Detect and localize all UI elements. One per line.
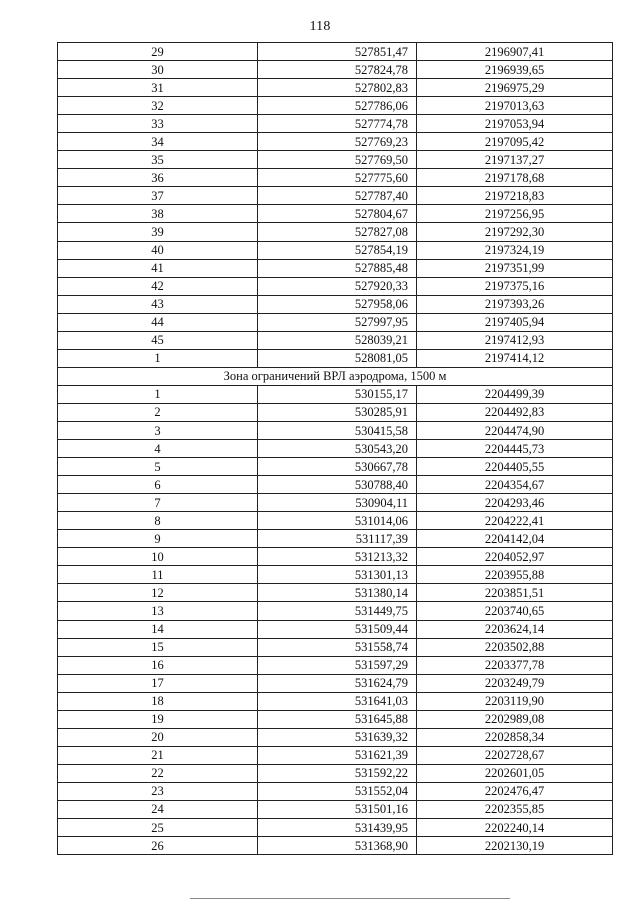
point-number-cell: 8 xyxy=(58,512,258,530)
point-number-cell: 20 xyxy=(58,728,258,746)
point-number-cell: 19 xyxy=(58,710,258,728)
table-row xyxy=(58,620,613,638)
x-coordinate-cell: 531621,39 xyxy=(258,746,417,764)
y-coordinate-cell: 2197013,63 xyxy=(417,97,613,115)
x-coordinate-cell: 530415,58 xyxy=(258,421,417,439)
table-row xyxy=(58,331,613,349)
scan-edge-line xyxy=(190,898,510,899)
y-coordinate-cell: 2196907,41 xyxy=(417,43,613,61)
point-number-cell: 1 xyxy=(58,385,258,403)
x-coordinate-cell: 530285,91 xyxy=(258,403,417,421)
point-number-cell: 25 xyxy=(58,819,258,837)
x-coordinate-cell: 527775,60 xyxy=(258,169,417,187)
point-number-cell: 41 xyxy=(58,259,258,277)
table-row xyxy=(58,79,613,97)
y-coordinate-cell: 2197178,68 xyxy=(417,169,613,187)
coordinates-table-body xyxy=(58,43,613,855)
x-coordinate-cell: 531597,29 xyxy=(258,656,417,674)
point-number-cell: 10 xyxy=(58,548,258,566)
x-coordinate-cell: 527774,78 xyxy=(258,115,417,133)
x-coordinate-cell: 528039,21 xyxy=(258,331,417,349)
table-row xyxy=(58,584,613,602)
x-coordinate-cell: 531552,04 xyxy=(258,782,417,800)
point-number-cell: 44 xyxy=(58,313,258,331)
x-coordinate-cell: 531641,03 xyxy=(258,692,417,710)
table-row xyxy=(58,440,613,458)
table-row xyxy=(58,223,613,241)
point-number-cell: 37 xyxy=(58,187,258,205)
y-coordinate-cell: 2204499,39 xyxy=(417,385,613,403)
point-number-cell: 7 xyxy=(58,494,258,512)
table-row xyxy=(58,313,613,331)
point-number-cell: 23 xyxy=(58,782,258,800)
point-number-cell: 34 xyxy=(58,133,258,151)
y-coordinate-cell: 2204445,73 xyxy=(417,440,613,458)
point-number-cell: 43 xyxy=(58,295,258,313)
x-coordinate-cell: 531624,79 xyxy=(258,674,417,692)
point-number-cell: 38 xyxy=(58,205,258,223)
table-row xyxy=(58,205,613,223)
point-number-cell: 42 xyxy=(58,277,258,295)
point-number-cell: 32 xyxy=(58,97,258,115)
x-coordinate-cell: 531509,44 xyxy=(258,620,417,638)
table-row xyxy=(58,169,613,187)
y-coordinate-cell: 2197053,94 xyxy=(417,115,613,133)
point-number-cell: 45 xyxy=(58,331,258,349)
point-number-cell: 29 xyxy=(58,43,258,61)
table-row xyxy=(58,151,613,169)
y-coordinate-cell: 2203377,78 xyxy=(417,656,613,674)
table-row xyxy=(58,782,613,800)
x-coordinate-cell: 527804,67 xyxy=(258,205,417,223)
table-row xyxy=(58,602,613,620)
y-coordinate-cell: 2197412,93 xyxy=(417,331,613,349)
table-row xyxy=(58,385,613,403)
point-number-cell: 9 xyxy=(58,530,258,548)
point-number-cell: 22 xyxy=(58,764,258,782)
x-coordinate-cell: 527827,08 xyxy=(258,223,417,241)
x-coordinate-cell: 531449,75 xyxy=(258,602,417,620)
table-row xyxy=(58,259,613,277)
y-coordinate-cell: 2203502,88 xyxy=(417,638,613,656)
point-number-cell: 6 xyxy=(58,476,258,494)
point-number-cell: 17 xyxy=(58,674,258,692)
table-row xyxy=(58,837,613,855)
table-row xyxy=(58,692,613,710)
y-coordinate-cell: 2204222,41 xyxy=(417,512,613,530)
y-coordinate-cell: 2204492,83 xyxy=(417,403,613,421)
table-row xyxy=(58,241,613,259)
point-number-cell: 18 xyxy=(58,692,258,710)
x-coordinate-cell: 531501,16 xyxy=(258,800,417,818)
y-coordinate-cell: 2197095,42 xyxy=(417,133,613,151)
x-coordinate-cell: 527786,06 xyxy=(258,97,417,115)
point-number-cell: 5 xyxy=(58,458,258,476)
y-coordinate-cell: 2202355,85 xyxy=(417,800,613,818)
x-coordinate-cell: 531558,74 xyxy=(258,638,417,656)
table-row xyxy=(58,421,613,439)
point-number-cell: 21 xyxy=(58,746,258,764)
table-row xyxy=(58,43,613,61)
point-number-cell: 35 xyxy=(58,151,258,169)
table-row xyxy=(58,728,613,746)
table-row xyxy=(58,548,613,566)
table-row xyxy=(58,764,613,782)
y-coordinate-cell: 2203119,90 xyxy=(417,692,613,710)
x-coordinate-cell: 531592,22 xyxy=(258,764,417,782)
table-row xyxy=(58,566,613,584)
table-row xyxy=(58,295,613,313)
point-number-cell: 1 xyxy=(58,349,258,367)
y-coordinate-cell: 2197218,83 xyxy=(417,187,613,205)
y-coordinate-cell: 2202476,47 xyxy=(417,782,613,800)
y-coordinate-cell: 2197393,26 xyxy=(417,295,613,313)
y-coordinate-cell: 2203740,65 xyxy=(417,602,613,620)
point-number-cell: 13 xyxy=(58,602,258,620)
y-coordinate-cell: 2204474,90 xyxy=(417,421,613,439)
x-coordinate-cell: 527997,95 xyxy=(258,313,417,331)
x-coordinate-cell: 531301,13 xyxy=(258,566,417,584)
point-number-cell: 40 xyxy=(58,241,258,259)
table-row xyxy=(58,349,613,367)
x-coordinate-cell: 531639,32 xyxy=(258,728,417,746)
y-coordinate-cell: 2203955,88 xyxy=(417,566,613,584)
table-row xyxy=(58,674,613,692)
point-number-cell: 30 xyxy=(58,61,258,79)
x-coordinate-cell: 531368,90 xyxy=(258,837,417,855)
table-row xyxy=(58,115,613,133)
page-number: 118 xyxy=(309,19,331,34)
y-coordinate-cell: 2197405,94 xyxy=(417,313,613,331)
point-number-cell: 36 xyxy=(58,169,258,187)
y-coordinate-cell: 2202989,08 xyxy=(417,710,613,728)
y-coordinate-cell: 2204354,67 xyxy=(417,476,613,494)
y-coordinate-cell: 2203624,14 xyxy=(417,620,613,638)
point-number-cell: 26 xyxy=(58,837,258,855)
point-number-cell: 11 xyxy=(58,566,258,584)
x-coordinate-cell: 531439,95 xyxy=(258,819,417,837)
table-row xyxy=(58,277,613,295)
table-row xyxy=(58,656,613,674)
x-coordinate-cell: 527787,40 xyxy=(258,187,417,205)
y-coordinate-cell: 2197137,27 xyxy=(417,151,613,169)
x-coordinate-cell: 531645,88 xyxy=(258,710,417,728)
x-coordinate-cell: 527802,83 xyxy=(258,79,417,97)
point-number-cell: 24 xyxy=(58,800,258,818)
table-row xyxy=(58,530,613,548)
x-coordinate-cell: 527885,48 xyxy=(258,259,417,277)
table-row xyxy=(58,187,613,205)
y-coordinate-cell: 2202130,19 xyxy=(417,837,613,855)
x-coordinate-cell: 531213,32 xyxy=(258,548,417,566)
point-number-cell: 14 xyxy=(58,620,258,638)
point-number-cell: 16 xyxy=(58,656,258,674)
x-coordinate-cell: 528081,05 xyxy=(258,349,417,367)
table-row xyxy=(58,61,613,79)
x-coordinate-cell: 527958,06 xyxy=(258,295,417,313)
x-coordinate-cell: 527854,19 xyxy=(258,241,417,259)
x-coordinate-cell: 527920,33 xyxy=(258,277,417,295)
x-coordinate-cell: 531380,14 xyxy=(258,584,417,602)
y-coordinate-cell: 2197375,16 xyxy=(417,277,613,295)
y-coordinate-cell: 2204142,04 xyxy=(417,530,613,548)
x-coordinate-cell: 527769,23 xyxy=(258,133,417,151)
x-coordinate-cell: 530904,11 xyxy=(258,494,417,512)
x-coordinate-cell: 530667,78 xyxy=(258,458,417,476)
table-row xyxy=(58,512,613,530)
x-coordinate-cell: 530543,20 xyxy=(258,440,417,458)
y-coordinate-cell: 2197292,30 xyxy=(417,223,613,241)
point-number-cell: 4 xyxy=(58,440,258,458)
y-coordinate-cell: 2204052,97 xyxy=(417,548,613,566)
table-row xyxy=(58,133,613,151)
point-number-cell: 3 xyxy=(58,421,258,439)
y-coordinate-cell: 2202240,14 xyxy=(417,819,613,837)
table-row xyxy=(58,800,613,818)
point-number-cell: 39 xyxy=(58,223,258,241)
y-coordinate-cell: 2202601,05 xyxy=(417,764,613,782)
y-coordinate-cell: 2202728,67 xyxy=(417,746,613,764)
table-row xyxy=(58,638,613,656)
table-row xyxy=(58,710,613,728)
y-coordinate-cell: 2196975,29 xyxy=(417,79,613,97)
point-number-cell: 33 xyxy=(58,115,258,133)
point-number-cell: 2 xyxy=(58,403,258,421)
y-coordinate-cell: 2204405,55 xyxy=(417,458,613,476)
y-coordinate-cell: 2197351,99 xyxy=(417,259,613,277)
y-coordinate-cell: 2196939,65 xyxy=(417,61,613,79)
x-coordinate-cell: 531117,39 xyxy=(258,530,417,548)
table-row xyxy=(58,458,613,476)
table-row xyxy=(58,97,613,115)
x-coordinate-cell: 527769,50 xyxy=(258,151,417,169)
y-coordinate-cell: 2197414,12 xyxy=(417,349,613,367)
point-number-cell: 31 xyxy=(58,79,258,97)
x-coordinate-cell: 530155,17 xyxy=(258,385,417,403)
table-row xyxy=(58,494,613,512)
y-coordinate-cell: 2203249,79 xyxy=(417,674,613,692)
table-row xyxy=(58,476,613,494)
point-number-cell: 15 xyxy=(58,638,258,656)
x-coordinate-cell: 530788,40 xyxy=(258,476,417,494)
table-row xyxy=(58,403,613,421)
section-title: Зона ограничений ВРЛ аэродрома, 1500 м xyxy=(58,367,613,385)
x-coordinate-cell: 531014,06 xyxy=(258,512,417,530)
y-coordinate-cell: 2202858,34 xyxy=(417,728,613,746)
table-row xyxy=(58,819,613,837)
y-coordinate-cell: 2197324,19 xyxy=(417,241,613,259)
x-coordinate-cell: 527824,78 xyxy=(258,61,417,79)
coordinates-table xyxy=(57,42,613,855)
point-number-cell: 12 xyxy=(58,584,258,602)
section-header-row xyxy=(58,367,613,385)
x-coordinate-cell: 527851,47 xyxy=(258,43,417,61)
y-coordinate-cell: 2203851,51 xyxy=(417,584,613,602)
y-coordinate-cell: 2197256,95 xyxy=(417,205,613,223)
table-row xyxy=(58,746,613,764)
y-coordinate-cell: 2204293,46 xyxy=(417,494,613,512)
